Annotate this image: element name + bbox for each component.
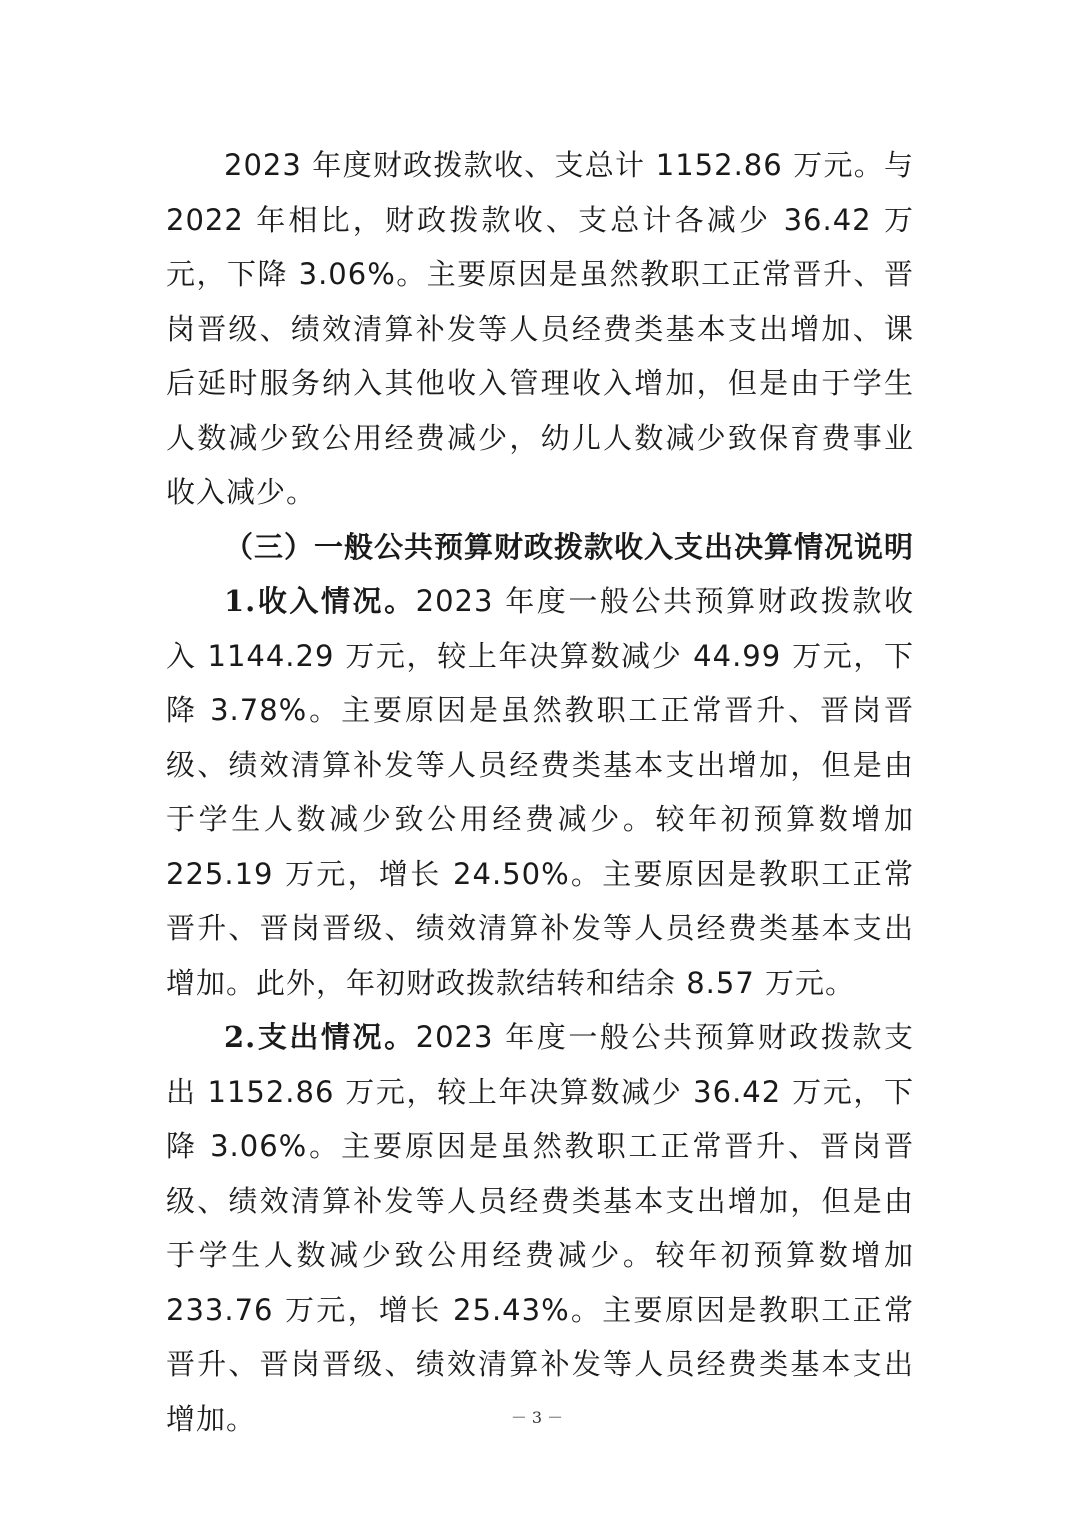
paragraph-expense: [166, 1010, 914, 1446]
paragraph-income: [166, 574, 914, 1010]
document-page: [166, 138, 914, 1446]
paragraph-total-summary: 2023 年度财政拨款收、支总计 1152.86 万元。与 2022 年相比，财政拨款收、支总计各减少 36.42 万元，下降 3.06%。主要原因是虽然教职工正常晋升、晋岗晋级、绩效清算补发等人员经费类基本支出增加、课后延时服务纳入其他收入管理收入增加，但是由于学生人数减少致公用经费减少，幼儿人数减少致保育费事业收入减少。: [166, 148, 914, 509]
expense-body: 2023 年度一般公共预算财政拨款支出 1152.86 万元，较上年决算数减少 36.42 万元，下降 3.06%。主要原因是虽然教职工正常晋升、晋岗晋级、绩效清算补发等人员经费类基本支出增加，但是由于学生人数减少致公用经费减少。较年初预算数增加 233.76 万元，增长 25.43%。主要原因是教职工正常晋升、晋岗晋级、绩效清算补发等人员经费类基本支出增加。: [166, 1020, 914, 1436]
income-lead: 1.收入情况。: [224, 584, 416, 618]
section-heading: （三）一般公共预算财政拨款收入支出决算情况说明: [224, 529, 915, 564]
income-body: 2023 年度一般公共预算财政拨款收入 1144.29 万元，较上年决算数减少 44.99 万元，下降 3.78%。主要原因是虽然教职工正常晋升、晋岗晋级、绩效清算补发等人员经费类基本支出增加，但是由于学生人数减少致公用经费减少。较年初预算数增加 225.19 万元，增长 24.50%。主要原因是教职工正常晋升、晋岗晋级、绩效清算补发等人员经费类基本支出增加。此外，年初财政拨款结转和结余 8.57 万元。: [166, 584, 914, 1000]
expense-lead: 2.支出情况。: [224, 1020, 416, 1054]
page-number: － 3 －: [510, 1408, 564, 1427]
